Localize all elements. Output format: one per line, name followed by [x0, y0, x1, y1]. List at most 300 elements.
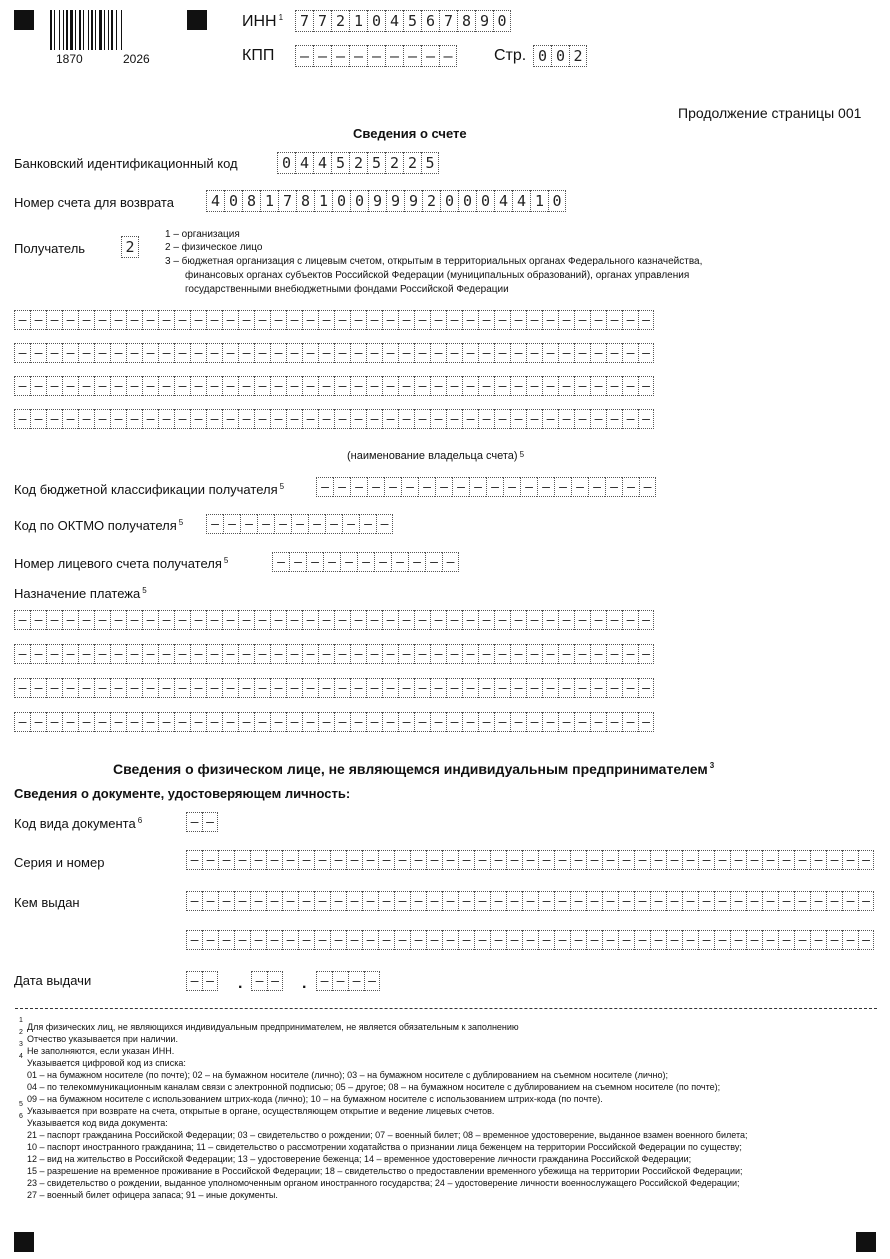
digit-cell: 0: [551, 45, 569, 67]
empty-cell: –: [558, 409, 574, 429]
barcode-bar: [83, 10, 84, 50]
digit-cell: –: [421, 45, 439, 67]
footnotes-separator: [15, 1008, 877, 1009]
empty-cell: –: [574, 376, 590, 396]
empty-cell: –: [30, 409, 46, 429]
series-number-cells[interactable]: [186, 850, 874, 870]
empty-cell: –: [605, 477, 622, 497]
empty-cell: –: [308, 514, 325, 534]
barcode-bar: [121, 10, 122, 50]
inn-cells[interactable]: [295, 10, 511, 32]
oktmo-label: Код по ОКТМО получателя $^5$: [14, 518, 184, 533]
empty-cell: –: [542, 678, 558, 698]
empty-cell: –: [446, 343, 462, 363]
empty-cell: –: [486, 477, 503, 497]
empty-cell: –: [474, 930, 490, 950]
inn-label: ИНН $^1$: [242, 13, 284, 30]
issue-date-label: Дата выдачи: [14, 973, 92, 988]
payment-purpose-label: Назначение платежа $^5$: [14, 586, 147, 601]
empty-cell: –: [206, 610, 222, 630]
empty-cell: –: [314, 850, 330, 870]
empty-cell: –: [414, 310, 430, 330]
empty-cell: –: [426, 850, 442, 870]
empty-cell: –: [46, 610, 62, 630]
empty-cell: –: [350, 712, 366, 732]
owner-name-row-3[interactable]: [14, 376, 654, 396]
personal-account-cells[interactable]: [272, 552, 459, 572]
empty-cell: –: [158, 644, 174, 664]
empty-cell: –: [510, 376, 526, 396]
digit-cell: –: [367, 45, 385, 67]
empty-cell: –: [398, 644, 414, 664]
empty-cell: –: [94, 678, 110, 698]
digit-cell: 4: [512, 190, 530, 212]
empty-cell: –: [666, 891, 682, 911]
empty-cell: –: [394, 930, 410, 950]
empty-cell: –: [590, 610, 606, 630]
digit-cell: 5: [403, 10, 421, 32]
empty-cell: –: [558, 712, 574, 732]
empty-cell: –: [350, 376, 366, 396]
empty-cell: –: [638, 376, 654, 396]
recipient-value: 2: [121, 236, 139, 258]
empty-cell: –: [810, 891, 826, 911]
issue-date-day-cells[interactable]: [186, 971, 218, 991]
empty-cell: –: [206, 310, 222, 330]
empty-cell: –: [158, 409, 174, 429]
empty-cell: –: [606, 712, 622, 732]
empty-cell: –: [858, 850, 874, 870]
empty-cell: –: [302, 712, 318, 732]
empty-cell: –: [362, 891, 378, 911]
kpp-cells[interactable]: [295, 45, 457, 67]
empty-cell: –: [462, 712, 478, 732]
empty-cell: –: [202, 850, 218, 870]
recipient-option-3-line-3: государственными внебюджетными фондами Российской Федерации: [185, 284, 509, 295]
empty-cell: –: [332, 971, 348, 991]
empty-cell: –: [446, 644, 462, 664]
empty-cell: –: [158, 376, 174, 396]
empty-cell: –: [478, 678, 494, 698]
empty-cell: –: [526, 376, 542, 396]
empty-cell: –: [494, 678, 510, 698]
empty-cell: –: [350, 310, 366, 330]
empty-cell: –: [382, 310, 398, 330]
empty-cell: –: [250, 850, 266, 870]
empty-cell: –: [286, 376, 302, 396]
digit-cell: 9: [475, 10, 493, 32]
empty-cell: –: [202, 971, 218, 991]
empty-cell: –: [526, 678, 542, 698]
empty-cell: –: [302, 678, 318, 698]
footnote-line: Указывается цифровой код из списка:: [27, 1058, 186, 1068]
empty-cell: –: [318, 712, 334, 732]
owner-name-row-4[interactable]: [14, 409, 654, 429]
digit-cell: 6: [421, 10, 439, 32]
empty-cell: –: [762, 850, 778, 870]
digit-cell: 0: [332, 190, 350, 212]
empty-cell: –: [503, 477, 520, 497]
empty-cell: –: [366, 376, 382, 396]
footnote-line: Для физических лиц, не являющихся индивидуальным предпринимателем, не является обязательным к заполнению: [27, 1022, 519, 1032]
empty-cell: –: [698, 930, 714, 950]
empty-cell: –: [362, 930, 378, 950]
person-section-title: Сведения о физическом лице, не являющемся индивидуальным предпринимателем $^3$: [113, 761, 715, 777]
empty-cell: –: [158, 610, 174, 630]
empty-cell: –: [506, 850, 522, 870]
page-label: Стр.: [494, 47, 527, 64]
empty-cell: –: [142, 310, 158, 330]
empty-cell: –: [270, 644, 286, 664]
empty-cell: –: [510, 712, 526, 732]
digit-cell: 0: [476, 190, 494, 212]
empty-cell: –: [462, 678, 478, 698]
empty-cell: –: [78, 409, 94, 429]
digit-cell: 9: [386, 190, 404, 212]
empty-cell: –: [158, 343, 174, 363]
empty-cell: –: [794, 930, 810, 950]
empty-cell: –: [174, 712, 190, 732]
empty-cell: –: [46, 712, 62, 732]
empty-cell: –: [78, 310, 94, 330]
empty-cell: –: [222, 712, 238, 732]
empty-cell: –: [62, 343, 78, 363]
recipient-cell[interactable]: [121, 236, 139, 258]
digit-cell: –: [439, 45, 457, 67]
empty-cell: –: [542, 310, 558, 330]
empty-cell: –: [554, 477, 571, 497]
empty-cell: –: [186, 891, 202, 911]
issued-by-row-2[interactable]: [186, 930, 874, 950]
doc-code-cells[interactable]: [186, 812, 218, 832]
empty-cell: –: [14, 310, 30, 330]
empty-cell: –: [238, 610, 254, 630]
empty-cell: –: [590, 376, 606, 396]
empty-cell: –: [302, 644, 318, 664]
empty-cell: –: [586, 850, 602, 870]
empty-cell: –: [794, 850, 810, 870]
empty-cell: –: [334, 409, 350, 429]
empty-cell: –: [94, 310, 110, 330]
empty-cell: –: [430, 610, 446, 630]
digit-cell: 0: [548, 190, 566, 212]
empty-cell: –: [542, 343, 558, 363]
empty-cell: –: [590, 712, 606, 732]
empty-cell: –: [398, 678, 414, 698]
empty-cell: –: [430, 376, 446, 396]
empty-cell: –: [526, 343, 542, 363]
empty-cell: –: [323, 552, 340, 572]
empty-cell: –: [158, 712, 174, 732]
empty-cell: –: [257, 514, 274, 534]
empty-cell: –: [574, 310, 590, 330]
payment-purpose-row-3[interactable]: [14, 678, 654, 698]
empty-cell: –: [574, 644, 590, 664]
empty-cell: –: [554, 891, 570, 911]
empty-cell: –: [570, 891, 586, 911]
empty-cell: –: [462, 610, 478, 630]
empty-cell: –: [494, 343, 510, 363]
empty-cell: –: [110, 376, 126, 396]
empty-cell: –: [826, 850, 842, 870]
empty-cell: –: [14, 644, 30, 664]
barcode-bar: [66, 10, 68, 50]
empty-cell: –: [62, 376, 78, 396]
issued-by-row-1[interactable]: [186, 891, 874, 911]
doc-code-label: Код вида документа $^6$: [14, 816, 143, 831]
corner-marker-top-left: [14, 10, 34, 30]
empty-cell: –: [590, 678, 606, 698]
empty-cell: –: [382, 409, 398, 429]
recipient-option-1: 1 – организация: [165, 229, 240, 240]
corner-marker-top-right: [187, 10, 207, 30]
empty-cell: –: [622, 376, 638, 396]
owner-caption: (наименование владельца счета) $^5$: [347, 450, 525, 462]
owner-name-row-2[interactable]: [14, 343, 654, 363]
empty-cell: –: [126, 343, 142, 363]
digit-cell: 5: [367, 152, 385, 174]
empty-cell: –: [266, 891, 282, 911]
empty-cell: –: [318, 343, 334, 363]
empty-cell: –: [378, 930, 394, 950]
empty-cell: –: [238, 644, 254, 664]
empty-cell: –: [826, 891, 842, 911]
footnote-line: 01 – на бумажном носителе (по почте); 02 – на бумажном носителе (лично); 03 – на бумажном носителе с дублированием на съемном носителе (лично);: [27, 1070, 669, 1080]
page-number-cells[interactable]: [533, 45, 587, 67]
empty-cell: –: [202, 812, 218, 832]
empty-cell: –: [318, 644, 334, 664]
empty-cell: –: [158, 310, 174, 330]
empty-cell: –: [206, 712, 222, 732]
empty-cell: –: [223, 514, 240, 534]
empty-cell: –: [142, 343, 158, 363]
empty-cell: –: [366, 610, 382, 630]
barcode-bar: [75, 10, 76, 50]
empty-cell: –: [590, 310, 606, 330]
empty-cell: –: [462, 343, 478, 363]
empty-cell: –: [634, 850, 650, 870]
empty-cell: –: [430, 409, 446, 429]
empty-cell: –: [762, 930, 778, 950]
issue-date-month-cells[interactable]: [251, 971, 283, 991]
empty-cell: –: [142, 409, 158, 429]
empty-cell: –: [398, 610, 414, 630]
digit-cell: 7: [278, 190, 296, 212]
digit-cell: 0: [277, 152, 295, 174]
empty-cell: –: [78, 376, 94, 396]
empty-cell: –: [478, 343, 494, 363]
empty-cell: –: [622, 310, 638, 330]
corner-marker-bottom-right: [856, 1232, 876, 1252]
empty-cell: –: [462, 310, 478, 330]
footnote-line: 15 – разрешение на временное проживание в Российской Федерации; 18 – свидетельство о предоставлении временного убежища на территории Российской Федерации;: [27, 1166, 743, 1176]
payment-purpose-row-2[interactable]: [14, 644, 654, 664]
empty-cell: –: [606, 409, 622, 429]
empty-cell: –: [110, 310, 126, 330]
empty-cell: –: [267, 971, 283, 991]
empty-cell: –: [46, 409, 62, 429]
empty-cell: –: [622, 343, 638, 363]
empty-cell: –: [218, 850, 234, 870]
empty-cell: –: [334, 644, 350, 664]
digit-cell: 0: [440, 190, 458, 212]
empty-cell: –: [538, 891, 554, 911]
empty-cell: –: [94, 610, 110, 630]
digit-cell: 0: [350, 190, 368, 212]
barcode-bar: [79, 10, 81, 50]
payment-purpose-row-1[interactable]: [14, 610, 654, 630]
empty-cell: –: [746, 930, 762, 950]
empty-cell: –: [110, 712, 126, 732]
empty-cell: –: [542, 376, 558, 396]
empty-cell: –: [110, 678, 126, 698]
empty-cell: –: [190, 678, 206, 698]
empty-cell: –: [410, 891, 426, 911]
empty-cell: –: [30, 310, 46, 330]
empty-cell: –: [382, 678, 398, 698]
empty-cell: –: [334, 376, 350, 396]
barcode-bar: [50, 10, 52, 50]
empty-cell: –: [46, 644, 62, 664]
empty-cell: –: [542, 610, 558, 630]
empty-cell: –: [174, 678, 190, 698]
digit-cell: 1: [530, 190, 548, 212]
empty-cell: –: [435, 477, 452, 497]
empty-cell: –: [94, 343, 110, 363]
empty-cell: –: [762, 891, 778, 911]
empty-cell: –: [469, 477, 486, 497]
empty-cell: –: [218, 930, 234, 950]
empty-cell: –: [586, 930, 602, 950]
kbk-cells[interactable]: [316, 477, 656, 497]
digit-cell: 7: [295, 10, 313, 32]
empty-cell: –: [318, 409, 334, 429]
empty-cell: –: [382, 644, 398, 664]
footnote-number: 6: [19, 1113, 23, 1120]
empty-cell: –: [588, 477, 605, 497]
empty-cell: –: [110, 409, 126, 429]
empty-cell: –: [446, 409, 462, 429]
empty-cell: –: [78, 712, 94, 732]
empty-cell: –: [510, 678, 526, 698]
empty-cell: –: [270, 712, 286, 732]
empty-cell: –: [478, 644, 494, 664]
empty-cell: –: [367, 477, 384, 497]
empty-cell: –: [414, 343, 430, 363]
empty-cell: –: [394, 891, 410, 911]
empty-cell: –: [558, 610, 574, 630]
empty-cell: –: [826, 930, 842, 950]
empty-cell: –: [602, 891, 618, 911]
empty-cell: –: [574, 712, 590, 732]
empty-cell: –: [606, 343, 622, 363]
empty-cell: –: [190, 310, 206, 330]
empty-cell: –: [638, 712, 654, 732]
account-number-cells[interactable]: [206, 190, 566, 212]
digit-cell: 4: [494, 190, 512, 212]
corner-marker-bottom-left: [14, 1232, 34, 1252]
empty-cell: –: [490, 891, 506, 911]
empty-cell: –: [590, 644, 606, 664]
empty-cell: –: [238, 343, 254, 363]
empty-cell: –: [414, 712, 430, 732]
bik-cells[interactable]: [277, 152, 439, 174]
empty-cell: –: [542, 409, 558, 429]
digit-cell: 4: [313, 152, 331, 174]
empty-cell: –: [254, 409, 270, 429]
empty-cell: –: [346, 930, 362, 950]
empty-cell: –: [391, 552, 408, 572]
empty-cell: –: [238, 310, 254, 330]
owner-name-row-1[interactable]: [14, 310, 654, 330]
empty-cell: –: [298, 891, 314, 911]
empty-cell: –: [14, 343, 30, 363]
empty-cell: –: [218, 891, 234, 911]
empty-cell: –: [398, 712, 414, 732]
empty-cell: –: [810, 850, 826, 870]
digit-cell: –: [385, 45, 403, 67]
empty-cell: –: [94, 644, 110, 664]
empty-cell: –: [666, 850, 682, 870]
empty-cell: –: [458, 930, 474, 950]
digit-cell: 7: [439, 10, 457, 32]
personal-account-label: Номер лицевого счета получателя $^5$: [14, 556, 229, 571]
footnote-number: 5: [19, 1101, 23, 1108]
empty-cell: –: [251, 971, 267, 991]
empty-cell: –: [186, 812, 202, 832]
empty-cell: –: [286, 678, 302, 698]
empty-cell: –: [746, 891, 762, 911]
empty-cell: –: [302, 409, 318, 429]
recipient-option-3-line-1: 3 – бюджетная организация с лицевым счетом, открытым в территориальных органах Федерального казначейства,: [165, 256, 703, 267]
empty-cell: –: [190, 409, 206, 429]
payment-purpose-row-4[interactable]: [14, 712, 654, 732]
empty-cell: –: [430, 644, 446, 664]
empty-cell: –: [542, 644, 558, 664]
empty-cell: –: [270, 310, 286, 330]
empty-cell: –: [202, 891, 218, 911]
digit-cell: 5: [331, 152, 349, 174]
empty-cell: –: [638, 644, 654, 664]
empty-cell: –: [650, 850, 666, 870]
digit-cell: 4: [385, 10, 403, 32]
empty-cell: –: [510, 343, 526, 363]
empty-cell: –: [430, 678, 446, 698]
empty-cell: –: [334, 678, 350, 698]
oktmo-cells[interactable]: [206, 514, 393, 534]
issue-date-year-cells[interactable]: [316, 971, 380, 991]
empty-cell: –: [266, 930, 282, 950]
empty-cell: –: [318, 610, 334, 630]
empty-cell: –: [186, 850, 202, 870]
empty-cell: –: [62, 610, 78, 630]
digit-cell: 9: [368, 190, 386, 212]
empty-cell: –: [62, 310, 78, 330]
digit-cell: 0: [224, 190, 242, 212]
empty-cell: –: [634, 930, 650, 950]
barcode-bar: [70, 10, 73, 50]
footnote-line: 09 – на бумажном носителе с использованием штрих-кода (лично); 10 – на бумажном носителе с использованием штрих-кода (по почте).: [27, 1094, 603, 1104]
empty-cell: –: [639, 477, 656, 497]
empty-cell: –: [190, 610, 206, 630]
barcode-bar: [104, 10, 105, 50]
empty-cell: –: [442, 552, 459, 572]
empty-cell: –: [382, 610, 398, 630]
empty-cell: –: [558, 310, 574, 330]
barcode-number-right: 2026: [123, 52, 150, 66]
empty-cell: –: [590, 343, 606, 363]
footnote-line: Указывается код вида документа:: [27, 1118, 168, 1128]
